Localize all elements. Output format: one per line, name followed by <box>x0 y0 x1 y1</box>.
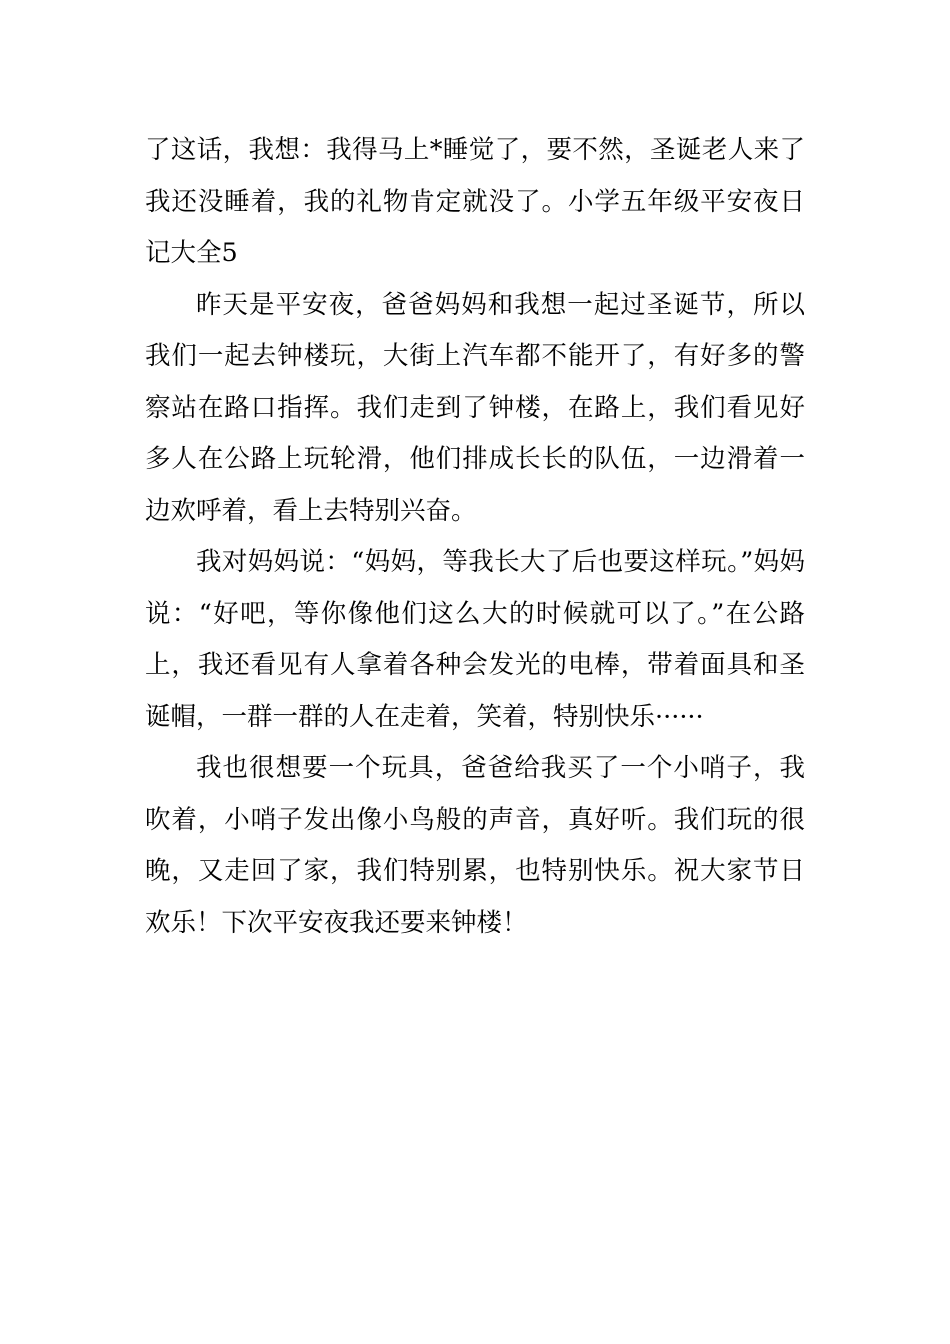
document-body <box>145 125 805 949</box>
paragraph-4: 我也很想要一个玩具，爸爸给我买了一个小哨子，我吹着，小哨子发出像小鸟般的声音，真好听。我们玩的很晚，又走回了家，我们特别累，也特别快乐。祝大家节日欢乐！下次平安夜我还要来钟楼！ <box>145 753 805 938</box>
paragraph-3: 我对妈妈说：“妈妈，等我长大了后也要这样玩。”妈妈说：“好吧，等你像他们这么大的时候就可以了。”在公路上，我还看见有人拿着各种会发光的电棒，带着面具和圣诞帽，一群一群的人在走着，笑着，特别快乐······ <box>145 547 805 732</box>
paragraph-2: 昨天是平安夜，爸爸妈妈和我想一起过圣诞节，所以我们一起去钟楼玩，大街上汽车都不能开了，有好多的警察站在路口指挥。我们走到了钟楼，在路上，我们看见好多人在公路上玩轮滑，他们排成长长的队伍，一边滑着一边欢呼着，看上去特别兴奋。 <box>145 289 805 526</box>
paragraph-1: 了这话，我想：我得马上*睡觉了，要不然，圣诞老人来了我还没睡着，我的礼物肯定就没了。小学五年级平安夜日记大全5 <box>145 135 805 268</box>
